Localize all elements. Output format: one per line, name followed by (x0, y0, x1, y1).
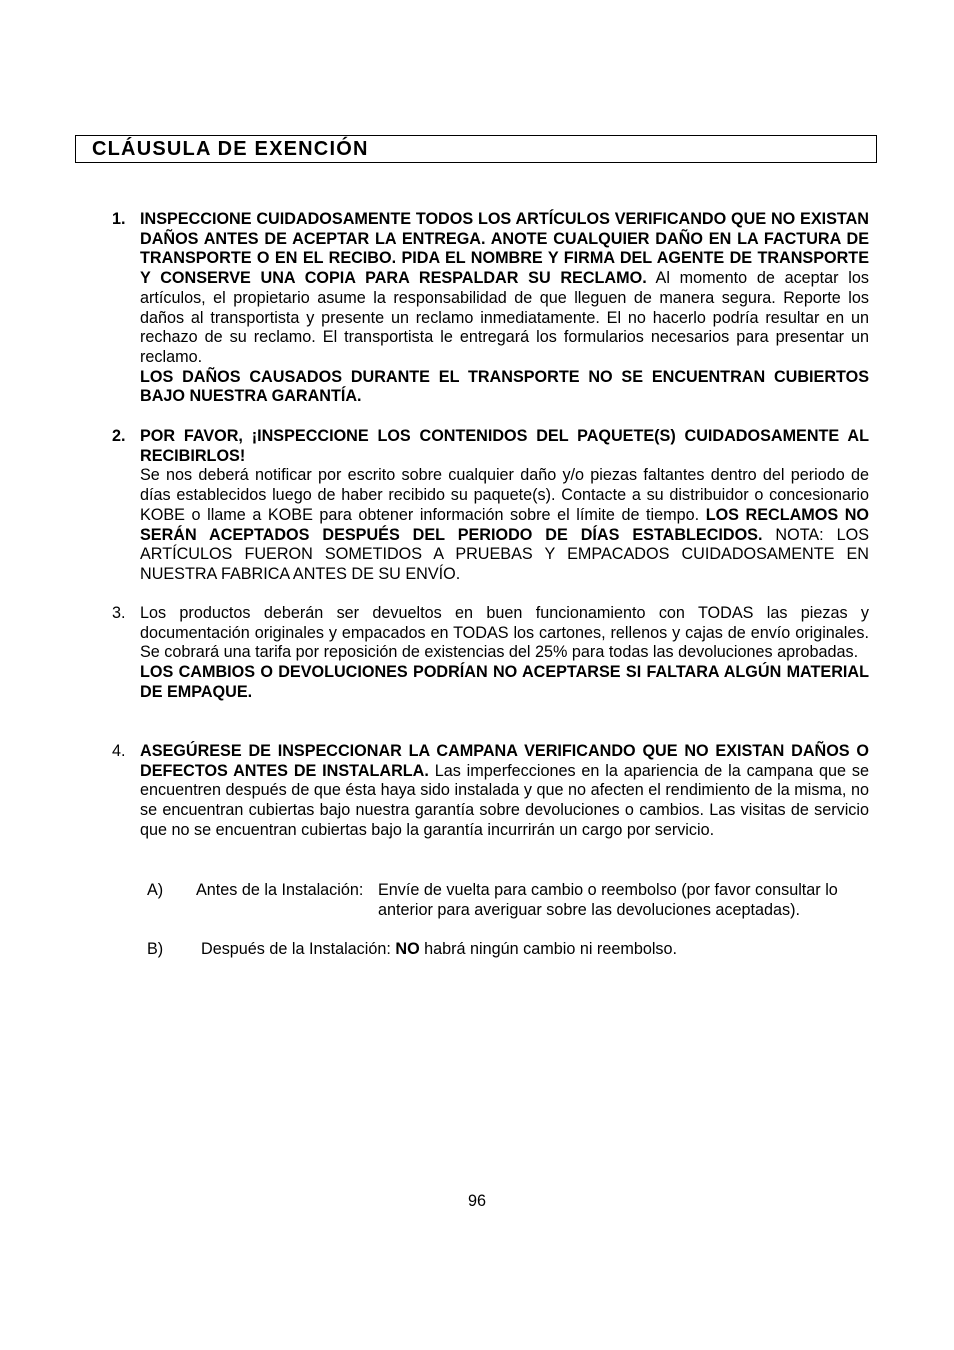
item-bold-note: LOS RECLAMOS NO SERÁN ACEPTADOS DESPUÉS DEL PERIODO DE DÍAS ESTABLECIDOS. (140, 505, 869, 544)
sub-item-rest: habrá ningún cambio ni reembolso. (419, 940, 678, 958)
sub-item-lead: Antes de la Instalación: (196, 881, 364, 899)
item-text: Las imperfecciones en la apariencia de la campana que se encuentren después de que ésta haya sido instalada y que no afecten el rendimiento de la misma, no se encuentran cubiertas bajo nuestra garantía sobre devoluciones o cambios. Las visitas de servicio que no se encuentran cubiertas bajo la garantía incurrirán un cargo por servicio. (140, 761, 869, 839)
item-number: 3. (112, 604, 126, 622)
item-body (140, 427, 869, 585)
item-body (140, 742, 869, 841)
list-item-2 (112, 427, 869, 585)
sub-item-text-line1: Envíe de vuelta para cambio o reembolso (por favor consultar lo (378, 881, 838, 899)
sub-item-lead: Después de la Instalación: (201, 940, 396, 958)
item-text-note: NOTA: LOS ARTÍCULOS FUERON SOMETIDOS A PRUEBAS Y EMPACADOS CUIDADOSAMENTE EN NUESTRA FABRICA ANTES DE SU ENVÍO. (140, 525, 870, 583)
list-item-1 (112, 210, 869, 407)
list-item-4 (112, 742, 869, 841)
page-number: 96 (467, 1192, 486, 1210)
item-bold-lead: INSPECCIONE CUIDADOSAMENTE TODOS LOS ARTÍCULOS VERIFICANDO QUE NO EXISTAN DAÑOS ANTES DE ACEPTAR LA ENTREGA. ANOTE CUALQUIER DAÑO EN LA FACTURA DE TRANSPORTE O EN EL RECIBO. PIDA EL NOMBRE Y FIRMA DEL AGENTE DE TRANSPORTE Y CONSERVE UNA COPIA PARA RESPALDAR SU RECLAMO. (140, 210, 869, 288)
item-number: 1. (112, 210, 126, 228)
sub-item-label: A) (147, 881, 164, 899)
item-bold-lead: POR FAVOR, ¡INSPECCIONE LOS CONTENIDOS DEL PAQUETE(S) CUIDADOSAMENTE AL RECIBIRLOS! (140, 427, 869, 465)
item-text: Los productos deberán ser devueltos en buen funcionamiento con TODAS las piezas y documentación originales y empacados en TODAS los cartones, rellenos y cajas de envío originales. Se cobrará una tarifa por reposición de existencias del 25% para todas las devoluciones aprobadas. (140, 604, 869, 662)
sub-item-bold: NO (395, 940, 420, 958)
sub-item-text (201, 939, 677, 959)
item-text: Al momento de aceptar los artículos, el propietario asume la responsabilidad de que lleguen de manera segura. Reporte los daños al transportista y presente un reclamo inmediatamente. El no hacerlo podría resultar en un rechazo de su reclamo. El transportista le entregará los formularios necesarios para presentar un reclamo. (140, 269, 869, 366)
item-body (140, 604, 869, 703)
sub-item-label: B) (147, 940, 164, 958)
item-body (140, 210, 869, 407)
sub-item-text-line2: anterior para averiguar sobre las devoluciones aceptadas). (378, 901, 801, 919)
item-bold-note: LOS DAÑOS CAUSADOS DURANTE EL TRANSPORTE NO SE ENCUENTRAN CUBIERTOS BAJO NUESTRA GARANTÍA. (140, 367, 869, 406)
section-title-box (75, 135, 877, 163)
item-bold-lead: ASEGÚRESE DE INSPECCIONAR LA CAMPANA VERIFICANDO QUE NO EXISTAN DAÑOS O DEFECTOS ANTES DE INSTALARLA. (140, 742, 869, 780)
item-text: Se nos deberá notificar por escrito sobre cualquier daño y/o piezas faltantes dentro del periodo de días establecidos luego de haber recibido su paquete(s). Contacte a su distribuidor o concesionario KOBE o llame a KOBE para obtener información sobre el límite de tiempo. (140, 466, 869, 524)
item-number: 4. (112, 742, 126, 760)
section-title: CLÁUSULA DE EXENCIÓN (92, 138, 369, 160)
item-number: 2. (112, 427, 126, 445)
list-item-3 (112, 604, 869, 703)
item-bold-note: LOS CAMBIOS O DEVOLUCIONES PODRÍAN NO ACEPTARSE SI FALTARA ALGÚN MATERIAL DE EMPAQUE. (140, 663, 869, 701)
